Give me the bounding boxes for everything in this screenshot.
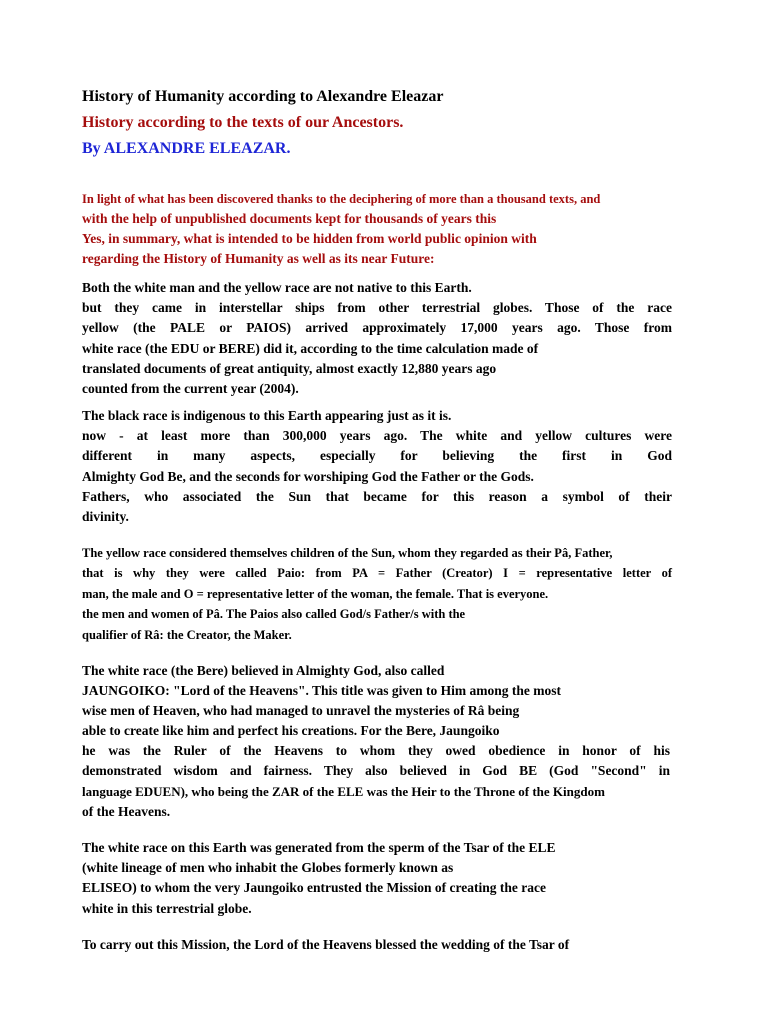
text-line: The black race is indigenous to this Earth appearing just as it is. [82,408,452,423]
text-line: divinity. [82,509,129,525]
paragraph-black-race [82,406,672,527]
intro-line: Yes, in summary, what is intended to be hidden from world public opinion with [82,231,537,246]
text-line: the men and women of Pâ. The Paios also called God/s Father/s with the [82,607,466,622]
author-byline: By ALEXANDRE ELEAZAR. [82,140,291,157]
text-line: but they came in interstellar ships from other terrestrial globes. Those of the race [82,300,672,316]
text-line: To carry out this Mission, the Lord of the Heavens blessed the wedding of the Tsar of [82,937,570,952]
text-line: that is why they were called Paio: from PA = Father (Creator) I = representative letter of [82,566,672,581]
text-line: language EDUEN), who being the ZAR of the ELE was the Heir to the Throne of the Kingdom [82,783,605,799]
text-line: now - at least more than 300,000 years ago. The white and yellow cultures were [82,428,672,444]
paragraph-white-race-origin [82,838,672,919]
text-line: The yellow race considered themselves children of the Sun, whom they regarded as their Pâ, Father, [82,546,613,560]
text-line: he was the Ruler of the Heavens to whom they owed obedience in honor of his [82,743,670,759]
text-line: JAUNGOIKO: "Lord of the Heavens". This title was given to Him among the most [82,683,561,699]
text-line: of the Heavens. [82,803,171,819]
text-line: (white lineage of men who inhabit the Globes formerly known as [82,860,454,876]
text-line: The white race (the Bere) believed in Almighty God, also called [82,663,445,678]
text-line: The white race on this Earth was generated from the sperm of the Tsar of the ELE [82,840,556,855]
text-line: different in many aspects, especially for believing the first in God [82,448,672,464]
text-line: Both the white man and the yellow race are not native to this Earth. [82,280,472,295]
intro-line: In light of what has been discovered thanks to the deciphering of more than a thousand texts, and [82,192,601,206]
paragraph-yellow-race [82,543,672,645]
text-line: demonstrated wisdom and fairness. They also believed in God BE (God "Second" in [82,763,670,779]
paragraph-white-race-beliefs [82,661,670,822]
text-line: wise men of Heaven, who had managed to unravel the mysteries of Râ being [82,703,520,719]
text-line: white race (the EDU or BERE) did it, according to the time calculation made of [82,340,539,356]
text-line: Fathers, who associated the Sun that became for this reason a symbol of their [82,488,672,504]
text-line: qualifier of Râ: the Creator, the Maker. [82,627,292,642]
text-line: able to create like him and perfect his creations. For the Bere, Jaungoiko [82,723,500,739]
text-line: Almighty God Be, and the seconds for worshiping God the Father or the Gods. [82,468,534,484]
page-title: History of Humanity according to Alexandre Eleazar [82,88,444,105]
intro-paragraph [82,189,672,269]
text-line: counted from the current year (2004). [82,381,299,397]
text-line: translated documents of great antiquity, almost exactly 12,880 years ago [82,360,497,376]
text-line: man, the male and O = representative letter of the woman, the female. That is everyone. [82,586,549,601]
paragraph-mission [82,935,672,955]
paragraph-origins [82,278,672,399]
page-subtitle: History according to the texts of our Ancestors. [82,114,404,131]
intro-line: regarding the History of Humanity as well as its near Future: [82,251,435,266]
text-line: ELISEO) to whom the very Jaungoiko entrusted the Mission of creating the race [82,880,546,896]
intro-line: with the help of unpublished documents kept for thousands of years this [82,211,497,226]
text-line: white in this terrestrial globe. [82,900,252,916]
text-line: yellow (the PALE or PAIOS) arrived approximately 17,000 years ago. Those from [82,320,672,336]
